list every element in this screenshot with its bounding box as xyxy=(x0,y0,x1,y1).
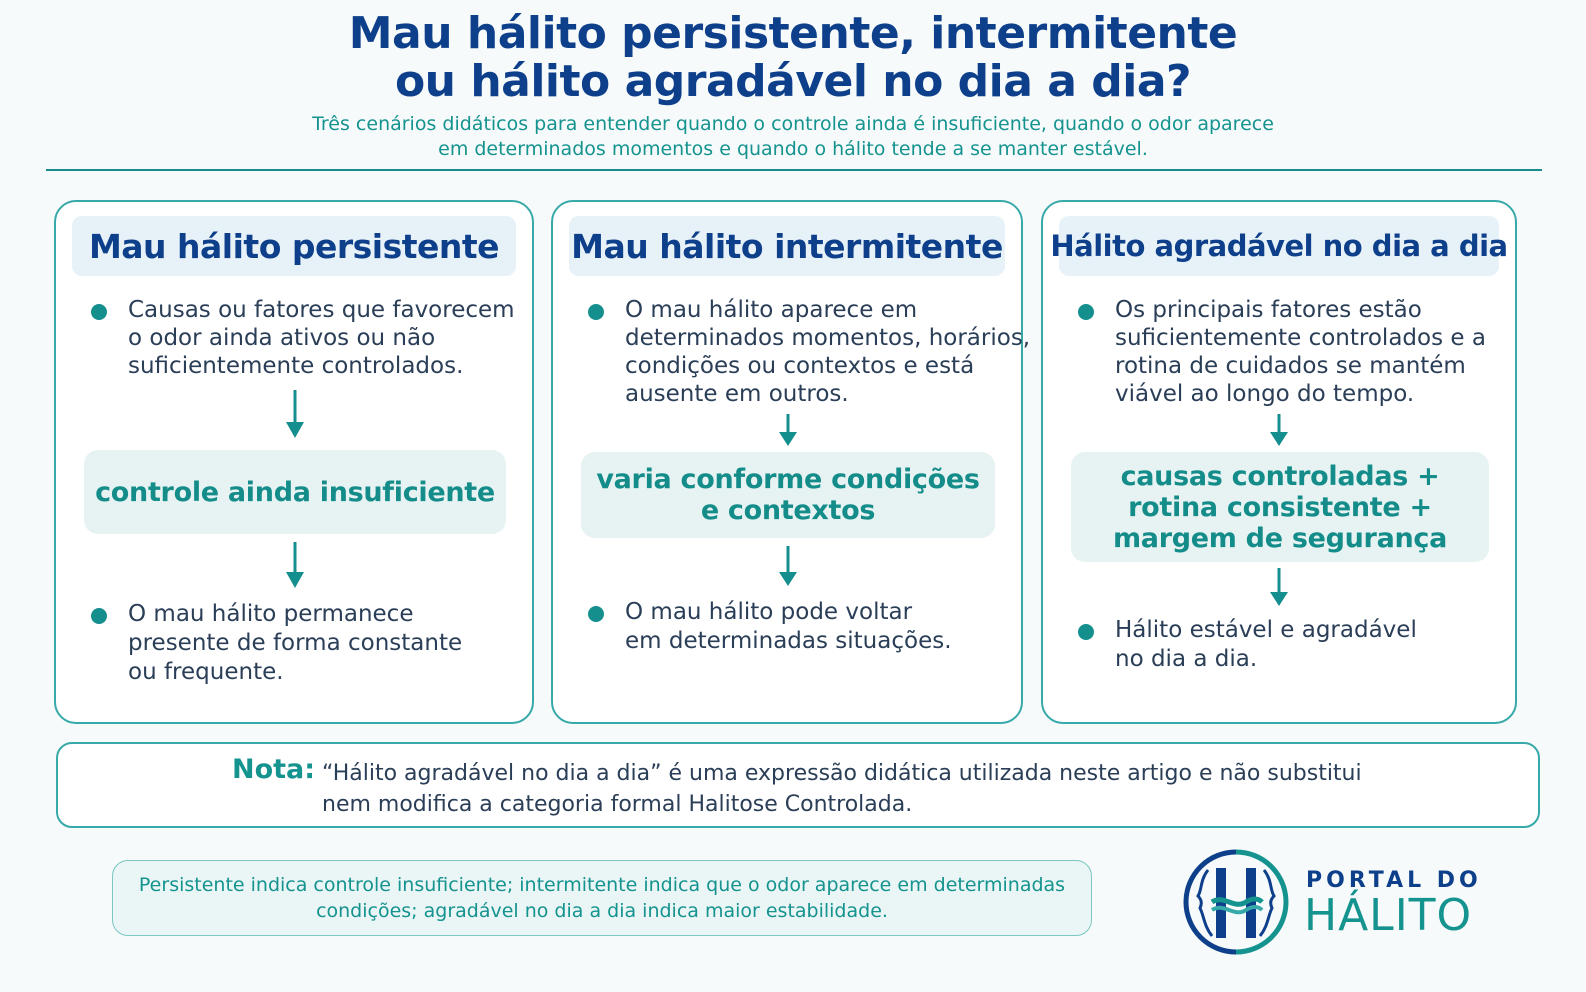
bullet-line: suficientemente controlados. xyxy=(128,353,464,379)
bullet-line: O mau hálito pode voltar xyxy=(625,599,913,625)
bullet-causes xyxy=(583,296,1031,408)
arrow-down-icon xyxy=(283,542,307,590)
bullet-line: viável ao longo do tempo. xyxy=(1115,381,1415,407)
bullet-causes xyxy=(1073,296,1497,408)
arrow-down-icon xyxy=(283,390,307,440)
bullet-outcome xyxy=(583,598,1003,656)
card-title: Mau hálito persistente xyxy=(72,216,516,276)
bullet-line: O mau hálito permanece xyxy=(128,601,414,627)
header-divider xyxy=(46,169,1542,171)
bullet-line: ausente em outros. xyxy=(625,381,849,407)
highlight-line: varia conforme condições xyxy=(596,464,980,495)
summary-line: Persistente indica controle insuficiente; intermitente indica que o odor aparece em determinadas xyxy=(138,874,1066,896)
summary-box xyxy=(112,860,1092,936)
summary-line: condições; agradável no dia a dia indica maior estabilidade. xyxy=(316,900,888,922)
logo-text-bottom: HÁLITO xyxy=(1304,890,1473,941)
bullet-outcome xyxy=(86,600,514,687)
bullet-line: O mau hálito aparece em xyxy=(625,297,918,323)
highlight-line: e contextos xyxy=(700,495,876,526)
title-line: ou hálito agradável no dia a dia? xyxy=(394,56,1192,107)
card-title: Mau hálito intermitente xyxy=(569,216,1005,276)
bullet-line: presente de forma constante xyxy=(128,630,463,656)
highlight-box xyxy=(581,452,995,538)
highlight-line: controle ainda insuficiente xyxy=(95,476,495,508)
arrow-down-icon xyxy=(1267,414,1291,448)
bullet-line: suficientemente controlados e a xyxy=(1115,325,1486,351)
bullet-line: no dia a dia. xyxy=(1115,646,1258,672)
highlight-line: causas controladas + xyxy=(1120,460,1440,492)
bullet-line: Causas ou fatores que favorecem xyxy=(128,297,515,323)
arrow-down-icon xyxy=(776,546,800,588)
bullet-line: determinados momentos, horários, xyxy=(625,325,1031,351)
note-line: nem modifica a categoria formal Halitose Controlada. xyxy=(322,792,913,817)
highlight-line: margem de segurança xyxy=(1112,522,1448,554)
card-persistent xyxy=(54,200,534,724)
bullet-line: Os principais fatores estão xyxy=(1115,297,1422,323)
subtitle-line: em determinados momentos e quando o hálito tende a se manter estável. xyxy=(438,138,1148,160)
portal-do-halito-logo xyxy=(1182,846,1492,958)
card-title: Hálito agradável no dia a dia xyxy=(1059,216,1499,276)
card-pleasant xyxy=(1041,200,1517,724)
bullet-line: em determinadas situações. xyxy=(625,628,952,654)
page-title xyxy=(0,10,1586,106)
highlight-line: rotina consistente + xyxy=(1128,491,1432,523)
page-subtitle xyxy=(0,112,1586,162)
bullet-line: rotina de cuidados se mantém xyxy=(1115,353,1466,379)
arrow-down-icon xyxy=(1267,568,1291,608)
bullet-causes xyxy=(86,296,514,380)
note-text xyxy=(322,758,1362,820)
subtitle-line: Três cenários didáticos para entender quando o controle ainda é insuficiente, quando o odor aparece xyxy=(312,113,1274,135)
card-intermittent xyxy=(551,200,1031,724)
letter-h-faces-icon xyxy=(1182,846,1290,958)
highlight-box xyxy=(1071,452,1489,562)
note-box xyxy=(56,742,1540,828)
logo-text-top: PORTAL DO xyxy=(1306,868,1482,893)
title-line: Mau hálito persistente, intermitente xyxy=(348,8,1238,59)
bullet-line: condições ou contextos e está xyxy=(625,353,975,379)
bullet-line: o odor ainda ativos ou não xyxy=(128,325,436,351)
bullet-line: ou frequente. xyxy=(128,659,284,685)
note-line: “Hálito agradável no dia a dia” é uma expressão didática utilizada neste artigo e não substitui xyxy=(322,761,1362,786)
arrow-down-icon xyxy=(776,414,800,448)
bullet-outcome xyxy=(1073,616,1497,674)
highlight-box xyxy=(84,450,506,534)
bullet-line: Hálito estável e agradável xyxy=(1115,617,1417,643)
note-label: Nota: xyxy=(232,754,316,785)
